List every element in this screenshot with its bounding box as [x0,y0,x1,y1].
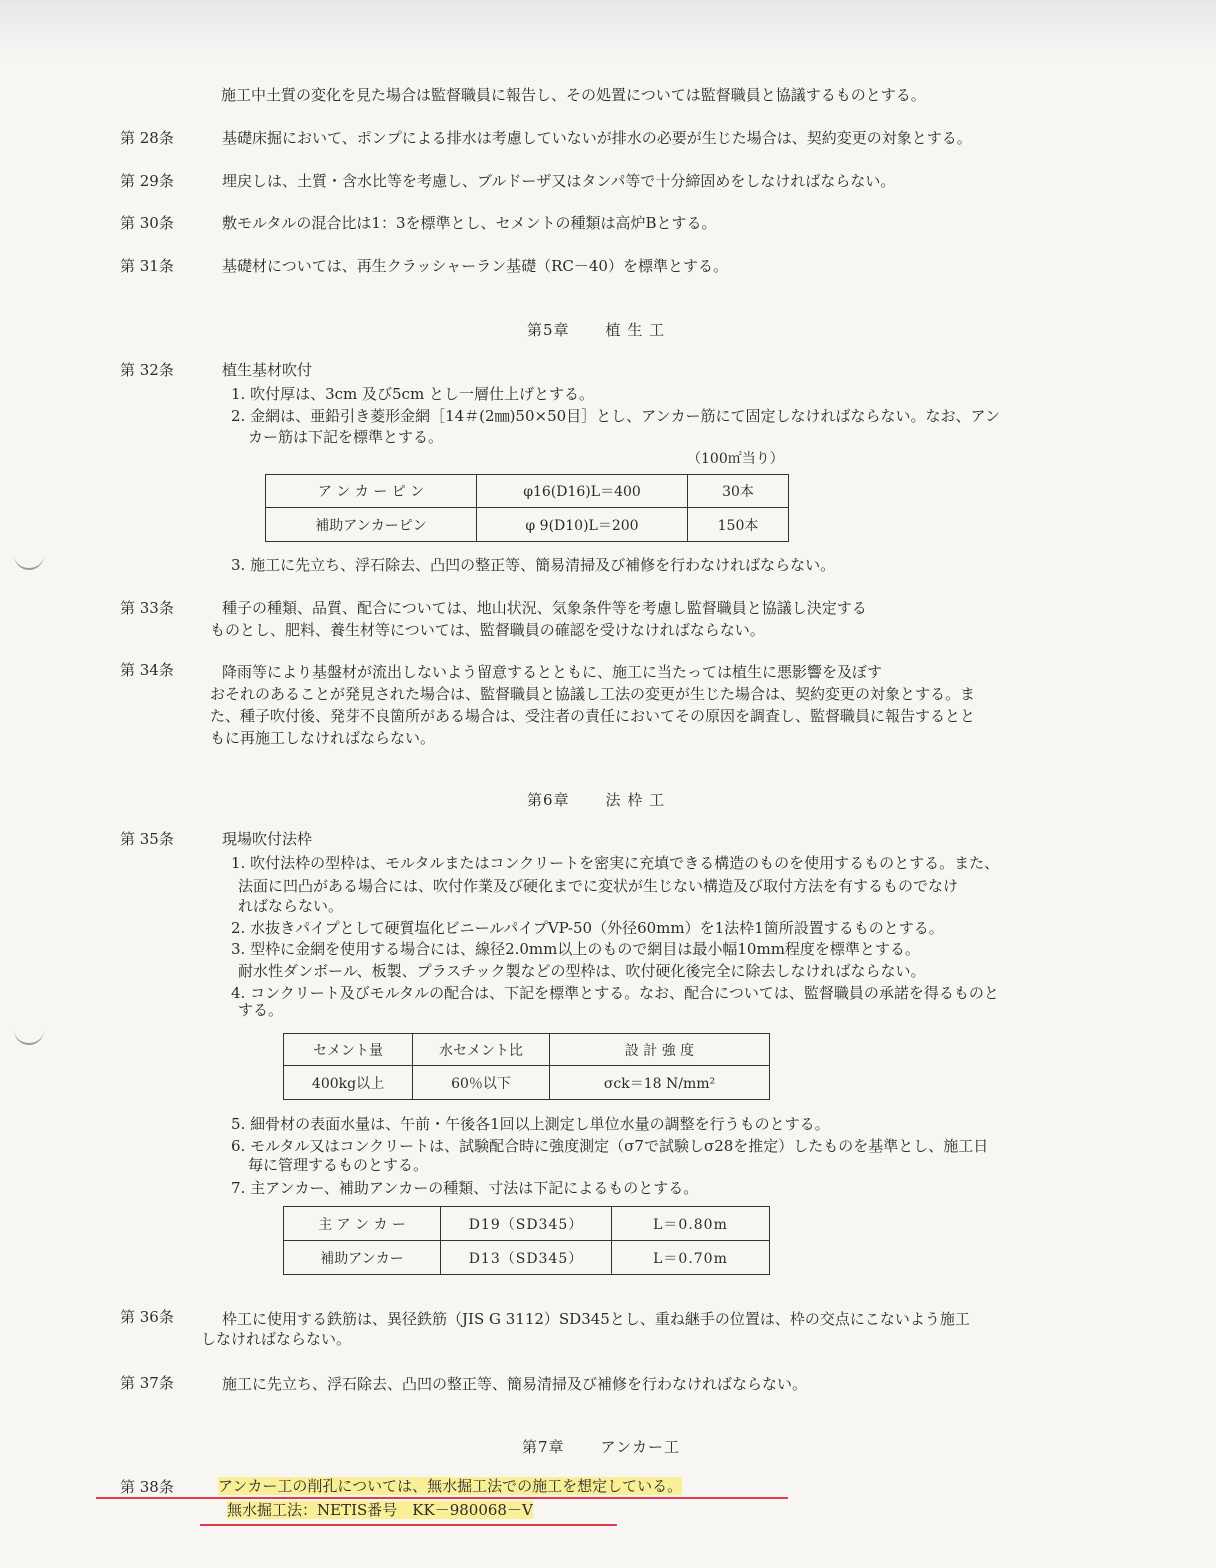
article-34-line: 降雨等により基盤材が流出しないよう留意するとともに、施工に当たっては植生に悪影響を及ぼす [222,663,883,681]
highlighted-text: 無水掘工法：NETIS番号 KK－980068－V [227,1501,533,1519]
article-28-label: 第 28条 [120,129,174,147]
article-36-line: 枠工に使用する鉄筋は、異径鉄筋（JIS G 3112）SD345とし、重ね継手の位置は、枠の交点にこないよう施工 [222,1310,970,1328]
table-row [284,1207,770,1241]
chapter-title: 植 生 工 [605,321,666,339]
chapter-7-heading [522,1437,680,1457]
table-cell: 補助アンカーピン [266,508,477,542]
article-33-line: ものとし、肥料、養生材等については、監督職員の確認を受けなければならない。 [210,621,765,639]
punch-hole-mark [14,1027,44,1045]
article-38-label: 第 38条 [120,1478,174,1496]
punch-hole-mark [14,552,44,570]
anchor-table [283,1206,770,1275]
table-header-cell: セメント量 [284,1034,413,1066]
article-32-item: カー筋は下記を標準とする。 [248,428,444,446]
article-31-label: 第 31条 [120,257,174,275]
table-cell: ア ン カ ー ピ ン [266,475,477,508]
table-cell: D19（SD345） [441,1207,612,1241]
table-cell: D13（SD345） [441,1241,612,1275]
table-row [284,1241,770,1275]
article-31-text: 基礎材については、再生クラッシャーラン基礎（RC－40）を標準とする。 [222,257,728,275]
article-35-item: ればならない。 [238,897,344,915]
article-35-item: 耐水性ダンボール、板製、プラスチック製などの型枠は、吹付硬化後完全に除去しなければならない。 [238,962,926,980]
article-35-item: 3. 型枠に金網を使用する場合には、線径2.0mm以上のもので網目は最小幅10mm程度を標準とする。 [231,940,920,958]
chapter-5-heading [527,320,665,340]
article-35-item: 7. 主アンカー、補助アンカーの種類、寸法は下記によるものとする。 [231,1179,699,1197]
article-33-label: 第 33条 [120,599,174,617]
article-32-item: 3. 施工に先立ち、浮石除去、凸凹の整正等、簡易清掃及び補修を行わなければならない。 [231,556,836,574]
article-35-item: 5. 細骨材の表面水量は、午前・午後各1回以上測定し単位水量の調整を行うものとする。 [231,1115,830,1133]
article-34-line: た、種子吹付後、発芽不良箇所がある場合は、受注者の責任においてその原因を調査し、監督職員に報告するとと [210,707,976,725]
table-cell: 60％以下 [413,1066,550,1100]
table-cell: L＝0.80m [612,1207,770,1241]
article-36-label: 第 36条 [120,1308,174,1326]
article-35-item: 4. コンクリート及びモルタルの配合は、下記を標準とする。なお、配合については、監督職員の承諾を得るものと [231,984,999,1002]
chapter-title: アンカー工 [600,1438,680,1456]
article-29-label: 第 29条 [120,172,174,190]
red-underline [200,1524,617,1526]
article-29-text: 埋戻しは、土質・含水比等を考慮し、ブルドーザ又はタンパ等で十分締固めをしなければならない。 [222,172,896,190]
table-header-cell: 水セメント比 [413,1034,550,1066]
table-row [266,475,789,508]
article-38-sub [227,1500,533,1520]
chapter-6-heading [527,790,665,810]
article-37-label: 第 37条 [120,1374,174,1392]
article-35-title: 現場吹付法枠 [222,830,313,848]
article-32-title: 植生基材吹付 [222,361,313,379]
table-cell: 400kg以上 [284,1066,413,1100]
article-32-label: 第 32条 [120,361,174,379]
highlighted-text: アンカー工の削孔については、無水掘工法での施工を想定している。 [218,1477,683,1495]
article-33-line: 種子の種類、品質、配合については、地山状況、気象条件等を考慮し監督職員と協議し決定する [222,599,867,617]
table-cell: σck＝18 N/mm² [550,1066,770,1100]
article-35-item: 2. 水抜きパイプとして硬質塩化ビニールパイプVP-50（外径60mm）を1法枠1箇所設置するものとする。 [231,919,944,937]
article-32-item: 2. 金網は、亜鉛引き菱形金網［14＃(2㎜)50×50目］とし、アンカー筋にて固定しなければならない。なお、アン [231,407,1000,425]
article-34-line: もに再施工しなければならない。 [210,729,436,747]
table-cell: 補助アンカー [284,1241,441,1275]
article-32-item: 1. 吹付厚は、3cm 及び5cm とし一層仕上げとする。 [231,385,594,403]
article-35-item: する。 [238,1001,284,1019]
article-35-item: 6. モルタル又はコンクリートは、試験配合時に強度測定（σ7で試験しσ28を推定）したものを基準とし、施工日 [231,1137,989,1155]
table-header-cell: 設 計 強 度 [550,1034,770,1066]
article-35-label: 第 35条 [120,830,174,848]
table-cell: 150本 [688,508,789,542]
page-shadow [0,0,1216,60]
article-36-line: しなければならない。 [201,1330,352,1348]
article-35-item: 1. 吹付法枠の型枠は、モルタルまたはコンクリートを密実に充填できる構造のものを使用するものとする。また、 [231,854,1000,872]
article-38-text [218,1476,682,1496]
red-underline [96,1497,788,1499]
article-35-item: 法面に凹凸がある場合には、吹付作業及び硬化までに変状が生じない構造及び取付方法を有するものでなけ [238,877,959,895]
table-cell: 主 ア ン カ ー [284,1207,441,1241]
table-cell: φ 9(D10)L＝200 [477,508,688,542]
table-cell: φ16(D16)L＝400 [477,475,688,508]
mix-table [283,1033,770,1100]
chapter-number: 第5章 [527,321,570,339]
intro-text: 施工中土質の変化を見た場合は監督職員に報告し、その処置については監督職員と協議するものとする。 [221,86,926,104]
anchor-pin-table [265,474,789,542]
article-34-line: おそれのあることが発見された場合は、監督職員と協議し工法の変更が生じた場合は、契約変更の対象とする。ま [210,685,976,703]
chapter-title: 法 枠 工 [605,791,666,809]
article-30-text: 敷モルタルの混合比は1：3を標準とし、セメントの種類は高炉Bとする。 [222,214,717,232]
chapter-number: 第7章 [522,1438,565,1456]
table-row [284,1034,770,1066]
article-35-item: 毎に管理するものとする。 [248,1156,429,1174]
table-row [266,508,789,542]
article-37-text: 施工に先立ち、浮石除去、凸凹の整正等、簡易清掃及び補修を行わなければならない。 [222,1375,808,1393]
table-row [284,1066,770,1100]
article-34-label: 第 34条 [120,661,174,679]
table-unit-note: （100㎡当り） [687,451,784,467]
chapter-number: 第6章 [527,791,570,809]
table-cell: 30本 [688,475,789,508]
article-30-label: 第 30条 [120,214,174,232]
table-cell: L＝0.70m [612,1241,770,1275]
article-28-text: 基礎床掘において、ポンプによる排水は考慮していないが排水の必要が生じた場合は、契約変更の対象とする。 [222,129,972,147]
